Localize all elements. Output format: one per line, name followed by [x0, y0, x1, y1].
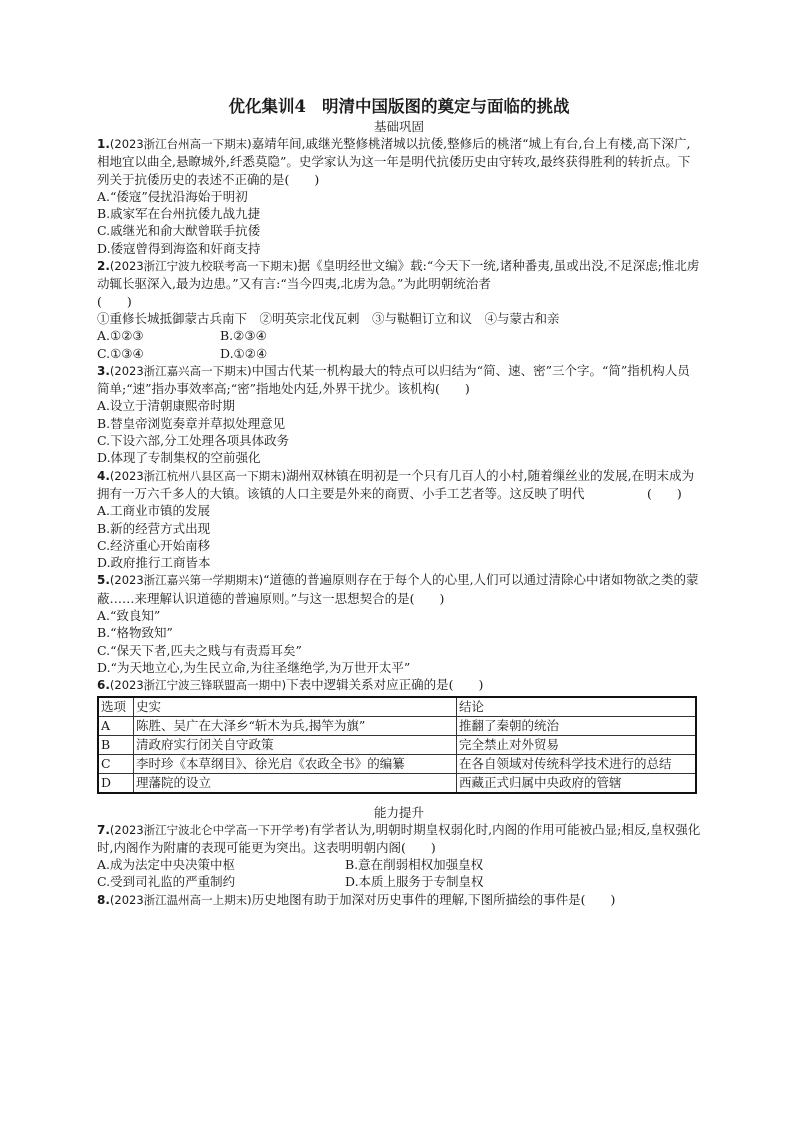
table-cell: 清政府实行闭关自守政策: [134, 735, 457, 754]
question-text: 嘉靖年间,戚继光整修桃渚城以抗倭,整修后的桃渚“城上有台,台上有楼,高下深广,相地宜以曲全,悬瞭城外,纤悉莫隐”。史学家认为这一年是明代抗倭历史由守转攻,最终获得胜利的转折点。下列关于抗倭历史的表述不正确的是( ): [97, 136, 691, 187]
table-row[interactable]: [98, 735, 696, 754]
option-a[interactable]: A.①②③: [97, 328, 144, 344]
numbered-items: ①重修长城抵御蒙古兵南下 ②明英宗北伐瓦剌 ③与鞑靼订立和议 ④与蒙古和亲: [97, 310, 560, 326]
question-stem: [97, 891, 701, 909]
question-number: 8.: [97, 892, 110, 907]
question-source: (2023浙江嘉兴第一学期期末): [109, 573, 264, 588]
table-header: 史实: [134, 697, 457, 717]
title-topic: 明清中国版图的奠定与面临的挑战: [321, 97, 570, 116]
option-c[interactable]: C.下设六部,分工处理各项具体政务: [97, 433, 290, 449]
question-5: [97, 571, 701, 676]
question-1: [97, 135, 701, 257]
option-a[interactable]: A.“倭寇”侵扰沿海始于明初: [97, 188, 248, 204]
question-text: 下表中逻辑关系对应正确的是( ): [286, 677, 484, 693]
question-number: 5.: [97, 573, 110, 588]
option-c[interactable]: C.“保天下者,匹夫之贱与有责焉耳矣”: [97, 642, 302, 658]
page-title: [97, 96, 701, 118]
question-number: 6.: [97, 678, 110, 693]
question-7: [97, 821, 701, 891]
table-cell: 李时珍《本草纲目》、徐光启《农政全书》的编纂: [134, 754, 457, 773]
question-stem: [97, 467, 701, 503]
table-row[interactable]: [98, 716, 696, 735]
option-b[interactable]: B.“格物致知”: [97, 625, 173, 641]
worksheet-page: [97, 96, 701, 909]
table-cell: 陈胜、吴广在大泽乡“斩木为兵,揭竿为旗”: [134, 716, 457, 735]
question-source: (2023浙江台州高一下期末): [109, 137, 252, 151]
question-text: 历史地图有助于加深对历史事件的理解,下图所描绘的事件是( ): [251, 891, 616, 907]
question-number: 2.: [97, 259, 110, 274]
option-b[interactable]: B.戚家军在台州抗倭九战九捷: [97, 206, 261, 222]
option-b[interactable]: B.新的经营方式出现: [97, 520, 211, 536]
question-stem: [97, 821, 701, 857]
question-source: (2023浙江宁波九校联考高一下期末): [109, 259, 298, 274]
question-source: (2023浙江宁波北仑中学高一下开学考): [109, 822, 310, 837]
question-2: [97, 257, 701, 362]
table-header-row: [98, 697, 696, 717]
question-text: 湖州双林镇在明初是一个只有几百人的小村,随着缫丝业的发展,在明末成为拥有一万六千多人的大镇。该镇的人口主要是外来的商贾、小手工艺者等。这反映了明代 ( ): [97, 467, 695, 501]
table-cell: A: [98, 716, 134, 735]
question-stem: [97, 135, 701, 188]
option-a[interactable]: A.设立于清朝康熙帝时期: [97, 398, 236, 414]
question-number: 1.: [97, 137, 110, 151]
option-b[interactable]: B.意在削弱相权加强皇权: [345, 857, 484, 873]
table-header: 结论: [457, 697, 697, 717]
question-stem: [97, 362, 701, 398]
question-source: (2023浙江杭州八县区高一下期末): [109, 468, 287, 483]
answer-paren: ( ): [97, 293, 132, 309]
logic-table: [97, 696, 697, 794]
title-prefix: 优化集训4: [228, 97, 306, 116]
table-row[interactable]: [98, 754, 696, 773]
table-header: 选项: [98, 697, 134, 717]
section-heading-basic: 基础巩固: [373, 119, 424, 134]
question-3: [97, 362, 701, 467]
option-c[interactable]: C.①③④: [97, 345, 144, 361]
option-d[interactable]: D.“为天地立心,为生民立命,为往圣继绝学,为万世开太平”: [97, 659, 411, 675]
question-stem: [97, 676, 701, 694]
option-d[interactable]: D.倭寇曾得到海盗和奸商支持: [97, 240, 261, 256]
question-source: (2023浙江宁波三锋联盟高一期中): [109, 678, 287, 693]
table-cell: D: [98, 773, 134, 793]
question-number: 7.: [97, 822, 110, 837]
option-a[interactable]: A.成为法定中央决策中枢: [97, 857, 236, 873]
question-4: [97, 467, 701, 572]
question-6: [97, 676, 701, 793]
table-cell: 在各自领域对传统科学技术进行的总结: [457, 754, 697, 773]
option-b[interactable]: B.②③④: [220, 328, 267, 344]
option-c[interactable]: C.经济重心开始南移: [97, 537, 211, 553]
table-cell: B: [98, 735, 134, 754]
question-number: 4.: [97, 468, 110, 483]
question-stem: [97, 571, 701, 607]
option-a[interactable]: A.工商业市镇的发展: [97, 503, 211, 519]
option-c[interactable]: C.受到司礼监的严重制约: [97, 874, 236, 890]
table-row[interactable]: [98, 773, 696, 793]
option-c[interactable]: C.戚继光和俞大猷曾联手抗倭: [97, 223, 261, 239]
table-cell: C: [98, 754, 134, 773]
table-cell: 推翻了秦朝的统治: [457, 716, 697, 735]
table-cell: 西藏正式归属中央政府的管辖: [457, 773, 697, 793]
question-text: “道德的普遍原则存在于每个人的心里,人们可以通过清除心中诸如物欲之类的蒙蔽……来理解认识道德的普遍原则。”与这一思想契合的是( ): [97, 572, 699, 606]
question-text: 据《皇明经世文编》载:“今天下一统,诸种番夷,虽或出没,不足深虑;惟北虏动辄长驱深入,最为边患。”又有言:“当今四夷,北虏为急。”为此明朝统治者: [97, 258, 700, 292]
option-b[interactable]: B.替皇帝浏览奏章并草拟处理意见: [97, 415, 286, 431]
question-text: 中国古代某一机构最大的特点可以归结为“简、速、密”三个字。“简”指机构人员简单;“速”指办事效率高;“密”指地处内廷,外界干扰少。该机构( ): [97, 362, 690, 397]
option-d[interactable]: D.①②④: [220, 345, 268, 361]
question-source: (2023浙江嘉兴高一下期末): [109, 363, 252, 378]
question-stem: [97, 257, 701, 293]
question-source: (2023浙江温州高一上期末): [109, 892, 252, 907]
table-cell: 完全禁止对外贸易: [457, 735, 697, 754]
question-number: 3.: [97, 363, 110, 378]
question-text: 有学者认为,明朝时期皇权弱化时,内阁的作用可能被凸显;相反,皇权强化时,内阁作为附庸的表现可能更为突出。这表明明朝内阁( ): [97, 821, 701, 855]
option-d[interactable]: D.政府推行工商皆本: [97, 555, 211, 571]
table-cell: 理藩院的设立: [134, 773, 457, 793]
option-d[interactable]: D.本质上服务于专制皇权: [345, 874, 484, 890]
option-d[interactable]: D.体现了专制集权的空前强化: [97, 450, 261, 466]
option-a[interactable]: A.“致良知”: [97, 608, 161, 624]
question-8: [97, 891, 701, 909]
section-heading-advanced: 能力提升: [373, 804, 424, 820]
